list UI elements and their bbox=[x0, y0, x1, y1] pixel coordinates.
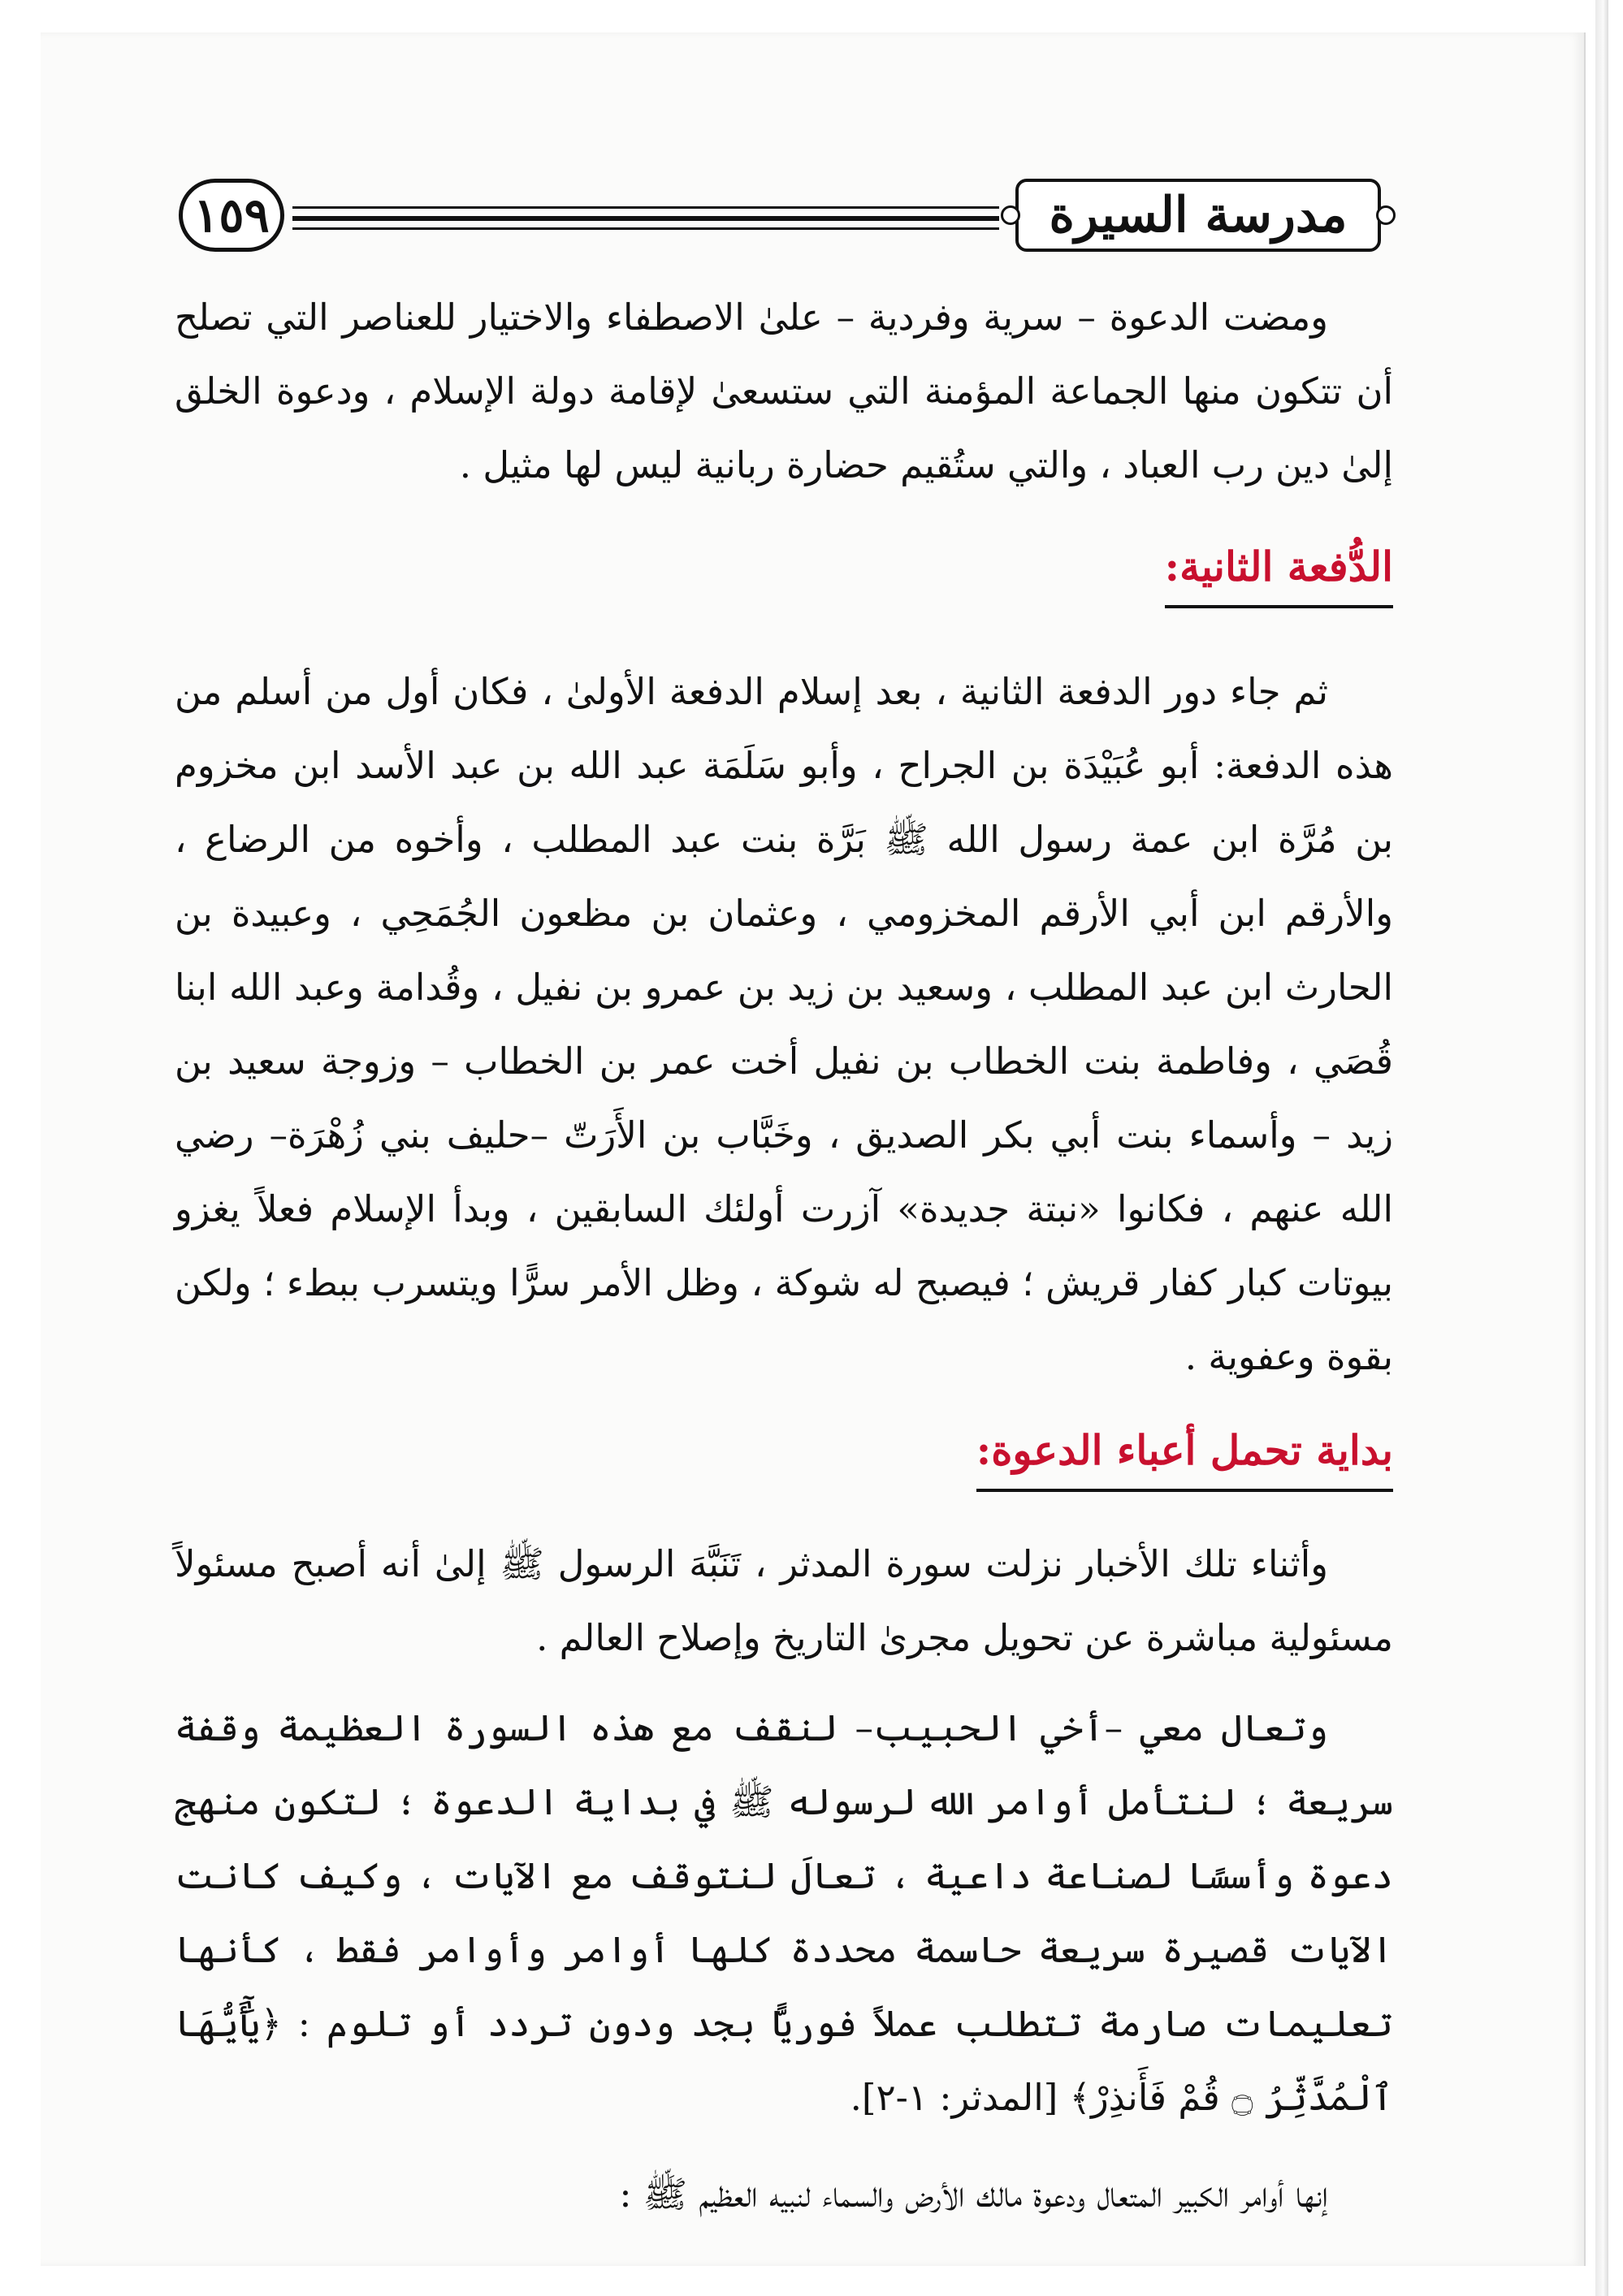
paragraph-intro: ومضت الدعوة – سرية وفردية – علىٰ الاصطفاء والاختيار للعناصر التي تصلح أن تتكون منها الجماعة المؤمنة التي ستسعىٰ لإقامة دولة الإسلام ، ودعوة الخلق إلىٰ دين رب العباد ، والتي ستُقيم حضارة ربانية ليس لها مثيل . bbox=[175, 296, 1393, 486]
heading-container bbox=[175, 531, 1393, 604]
paragraph-muddaththir: وأثناء تلك الأخبار نزلت سورة المدثر ، تَنَبَّهَ الرسول ﷺ إلىٰ أنه أصبح مسئولاً مسئولية مباشرة عن تحويل مجرىٰ التاريخ وإصلاح العالم . bbox=[175, 1542, 1393, 1659]
page-number: ١٥٩ bbox=[179, 179, 284, 252]
section-heading-burden-start: بداية تحمل أعباء الدعوة: bbox=[976, 1422, 1393, 1492]
heading-container bbox=[175, 1415, 1393, 1488]
page-body bbox=[175, 280, 1393, 2231]
header-rule bbox=[292, 206, 999, 209]
paragraph-come-with-me: وتعال معي –أخي الحبيب– لنقف مع هذه السورة العظيمة وقفة سريعة ؛ لنتأمل أوامر الله لرسوله ﷺ في بداية الدعوة ؛ لتكون منهج دعوة وأسسًا لصناعة داعية ، تعالَ لنتوقف مع الآيات ، وكيف كانت الآيات قصيرة سريعة حاسمة محددة كلها أوامر وأوامر فقط ، كأنها تعليمات صارمة تتطلب عملاً فوريًّا بجد ودون تردد أو تلوم : ﴿يَٰٓأَيُّهَا ٱلْمُدَّثِّرُ ۝ قُمْ فَأَنذِرْ﴾ [المدثر: ١-٢]. bbox=[175, 1706, 1393, 2119]
paragraph-gap bbox=[175, 1675, 1393, 1691]
page-header bbox=[179, 179, 1381, 260]
paragraph-gap bbox=[175, 2134, 1393, 2157]
page-edge bbox=[1595, 0, 1608, 2296]
paragraph-orders: إنها أوامر الكبير المتعال ودعوة مالك الأرض والسماء لنبيه العظيم ﷺ : bbox=[619, 2173, 1328, 2216]
running-title: مدرسة السيرة bbox=[1015, 179, 1381, 252]
header-rule bbox=[292, 227, 999, 230]
header-rule bbox=[292, 216, 999, 221]
paragraph-second-batch: ثم جاء دور الدفعة الثانية ، بعد إسلام الدفعة الأولىٰ ، فكان أول من أسلم من هذه الدفعة: أبو عُبَيْدَة بن الجراح ، وأبو سَلَمَة عبد الله بن عبد الأسد ابن مخزوم بن مُرَّة ابن عمة رسول الله ﷺ بَرَّة بنت عبد المطلب ، وأخوه من الرضاع ، والأرقم ابن أبي الأرقم المخزومي ، وعثمان بن مظعون الجُمَحِي ، وعبيدة بن الحارث ابن عبد المطلب ، وسعيد بن زيد بن عمرو بن نفيل ، وقُدامة وعبد الله ابنا قُصَي ، وفاطمة بنت الخطاب بن نفيل أخت عمر بن الخطاب – وزوجة سعيد بن زيد – وأسماء بنت أبي بكر الصديق ، وخَبَّاب بن الأَرَتّ –حليف بني زُهْرَة– رضي الله عنهم ، فكانوا «نبتة جديدة» آزرت أولئك السابقين ، وبدأ الإسلام فعلاً يغزو بيوتات كبار كفار قريش ؛ فيصبح له شوكة ، وظل الأمر سرًّا ويتسرب ببطء ؛ ولكن بقوة وعفوية . bbox=[175, 670, 1394, 1378]
section-heading-second-batch: الدُّفعة الثانية: bbox=[1165, 538, 1393, 608]
